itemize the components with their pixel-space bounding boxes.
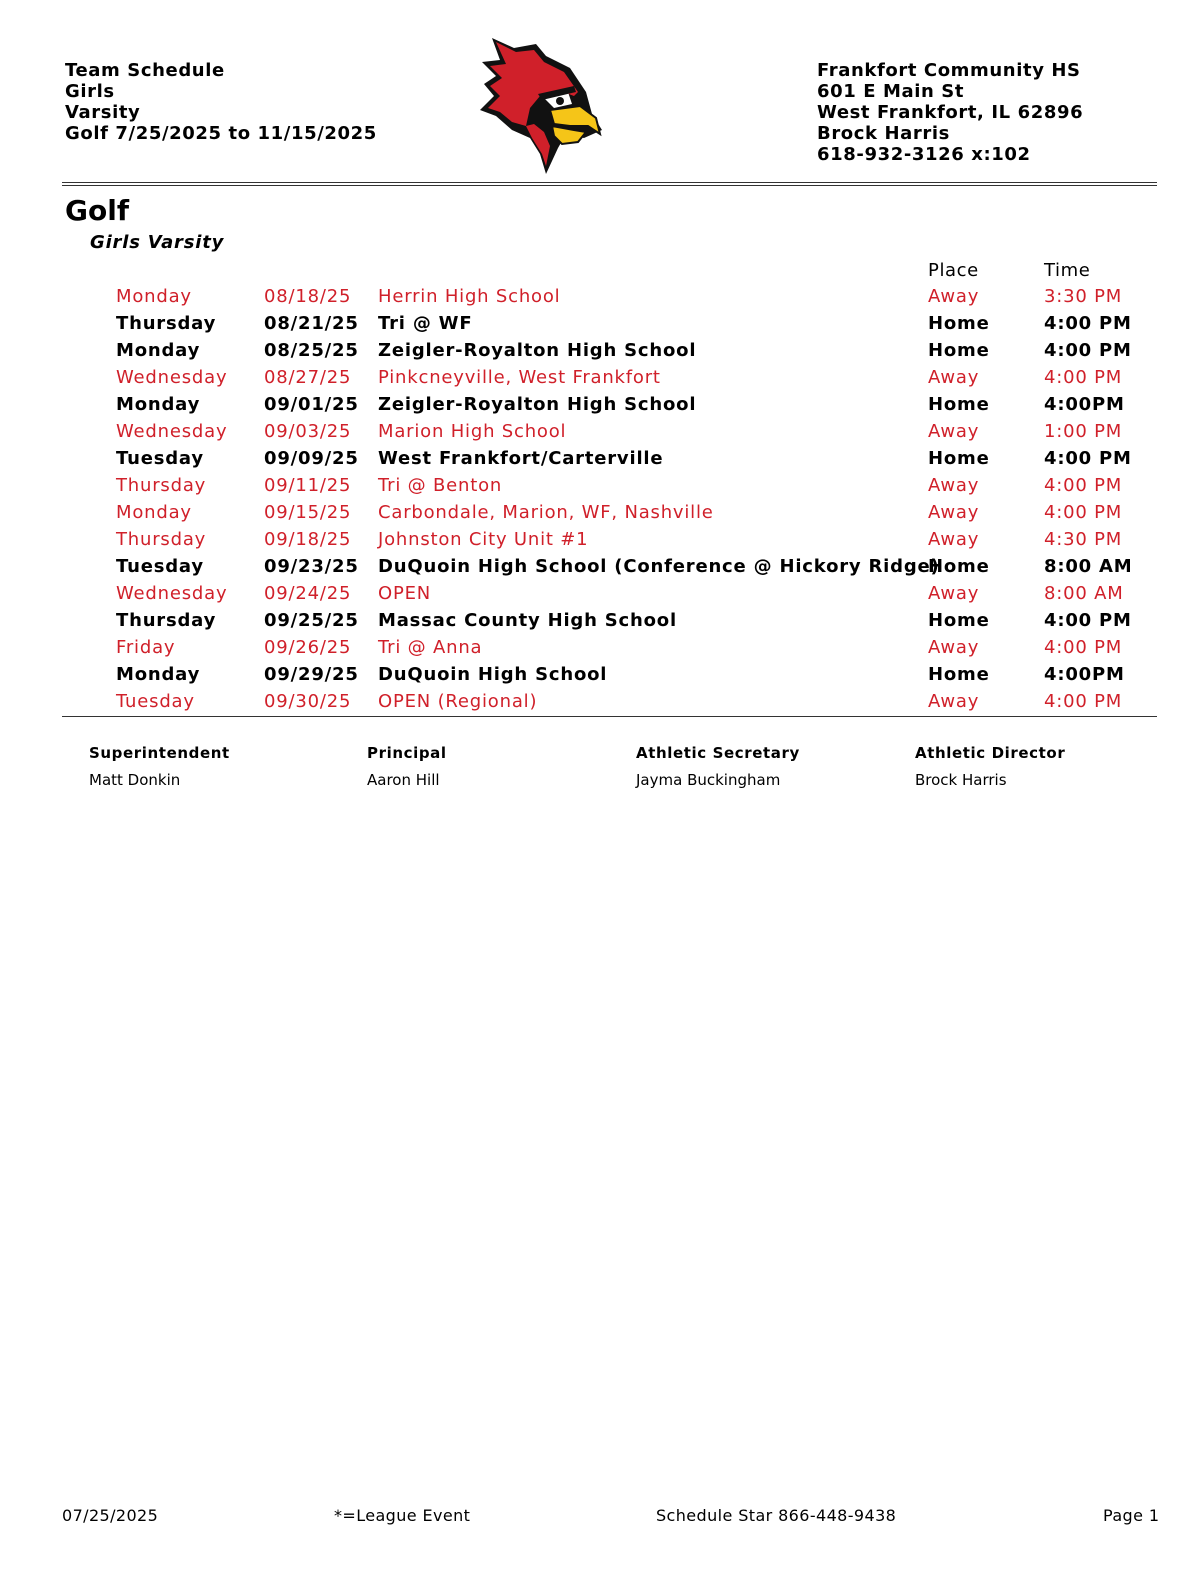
game-opponent: West Frankfort/Carterville: [378, 448, 664, 469]
table-row: [0, 284, 1200, 311]
game-day: Friday: [116, 637, 176, 658]
game-place: Away: [928, 475, 980, 496]
game-day: Thursday: [116, 529, 207, 550]
table-row: [0, 581, 1200, 608]
staff-role: Athletic Director: [915, 744, 1066, 762]
game-day: Monday: [116, 286, 192, 307]
game-day: Wednesday: [116, 583, 228, 604]
schedule-table: [0, 284, 1200, 716]
game-date: 09/03/25: [264, 421, 352, 442]
game-date: 09/15/25: [264, 502, 352, 523]
table-row: [0, 500, 1200, 527]
game-opponent: Tri @ Anna: [378, 637, 483, 658]
game-day: Tuesday: [116, 556, 204, 577]
footer-print-date: 07/25/2025: [62, 1506, 159, 1525]
header-school-schedule-info: [65, 60, 377, 144]
game-time: 4:00 PM: [1044, 637, 1123, 658]
game-date: 08/21/25: [264, 313, 359, 334]
game-date: 09/24/25: [264, 583, 352, 604]
header-left-line: Team Schedule: [65, 60, 225, 81]
game-place: Home: [928, 610, 990, 631]
game-date: 09/26/25: [264, 637, 352, 658]
table-row: [0, 689, 1200, 716]
game-time: 4:00 PM: [1044, 367, 1123, 388]
game-opponent: Zeigler-Royalton High School: [378, 340, 697, 361]
staff-athletic-director: [915, 744, 1065, 789]
game-time: 4:00 PM: [1044, 502, 1123, 523]
game-day: Thursday: [116, 475, 207, 496]
footer-league-note: *=League Event: [334, 1506, 471, 1525]
footer-vendor: Schedule Star 866-448-9438: [656, 1506, 897, 1525]
game-date: 08/25/25: [264, 340, 359, 361]
staff-name: Matt Donkin: [89, 771, 181, 789]
header-left-line: Golf 7/25/2025 to 11/15/2025: [65, 123, 377, 144]
table-row: [0, 392, 1200, 419]
game-day: Wednesday: [116, 367, 228, 388]
game-date: 09/23/25: [264, 556, 359, 577]
header-divider: [62, 182, 1157, 186]
game-date: 09/30/25: [264, 691, 352, 712]
table-row: [0, 365, 1200, 392]
game-opponent: Marion High School: [378, 421, 567, 442]
game-time: 4:00 PM: [1044, 475, 1123, 496]
game-day: Monday: [116, 394, 201, 415]
game-day: Thursday: [116, 313, 217, 334]
game-opponent: OPEN (Regional): [378, 691, 538, 712]
game-place: Home: [928, 556, 990, 577]
sport-title: Golf: [65, 194, 129, 227]
game-day: Monday: [116, 502, 192, 523]
game-date: 08/18/25: [264, 286, 352, 307]
game-place: Away: [928, 286, 980, 307]
game-time: 4:00 PM: [1044, 448, 1132, 469]
table-row: [0, 419, 1200, 446]
game-time: 4:00 PM: [1044, 313, 1132, 334]
school-name: Frankfort Community HS: [817, 60, 1081, 81]
staff-name: Aaron Hill: [367, 771, 440, 789]
contact-name: Brock Harris: [817, 123, 950, 144]
staff-role: Principal: [367, 744, 447, 762]
game-time: 8:00 AM: [1044, 583, 1124, 604]
staff-principal: [367, 744, 447, 789]
game-place: Home: [928, 340, 990, 361]
game-opponent: DuQuoin High School (Conference @ Hickory Ridge): [378, 556, 940, 577]
game-day: Thursday: [116, 610, 217, 631]
game-place: Home: [928, 448, 990, 469]
staff-name: Jayma Buckingham: [636, 771, 781, 789]
table-row: [0, 338, 1200, 365]
staff-role: Athletic Secretary: [636, 744, 800, 762]
game-date: 09/25/25: [264, 610, 359, 631]
game-place: Away: [928, 691, 980, 712]
game-opponent: Massac County High School: [378, 610, 677, 631]
column-header-place: Place: [928, 260, 979, 281]
game-time: 4:30 PM: [1044, 529, 1123, 550]
game-place: Away: [928, 583, 980, 604]
game-place: Away: [928, 502, 980, 523]
staff-athletic-secretary: [636, 744, 800, 789]
game-time: 4:00 PM: [1044, 691, 1123, 712]
table-row: [0, 662, 1200, 689]
game-opponent: Zeigler-Royalton High School: [378, 394, 697, 415]
staff-name: Brock Harris: [915, 771, 1007, 789]
table-row: [0, 473, 1200, 500]
table-row: [0, 635, 1200, 662]
game-place: Away: [928, 529, 980, 550]
game-day: Tuesday: [116, 448, 204, 469]
staff-superintendent: [89, 744, 230, 789]
school-city: West Frankfort, IL 62896: [817, 102, 1084, 123]
header-school-contact: [817, 60, 1083, 165]
game-time: 4:00PM: [1044, 394, 1125, 415]
game-place: Home: [928, 664, 990, 685]
game-date: 09/29/25: [264, 664, 359, 685]
game-opponent: Herrin High School: [378, 286, 561, 307]
staff-role: Superintendent: [89, 744, 230, 762]
game-time: 1:00 PM: [1044, 421, 1123, 442]
game-opponent: DuQuoin High School: [378, 664, 608, 685]
game-opponent: Tri @ Benton: [378, 475, 503, 496]
table-row: [0, 527, 1200, 554]
table-row: [0, 311, 1200, 338]
game-date: 08/27/25: [264, 367, 352, 388]
game-time: 4:00PM: [1044, 664, 1125, 685]
footer-page-number: Page 1: [1103, 1506, 1160, 1525]
game-date: 09/11/25: [264, 475, 352, 496]
header-left-line: Girls: [65, 81, 115, 102]
game-place: Away: [928, 637, 980, 658]
table-row: [0, 554, 1200, 581]
table-row: [0, 446, 1200, 473]
game-place: Away: [928, 367, 980, 388]
game-time: 3:30 PM: [1044, 286, 1123, 307]
team-subtitle: Girls Varsity: [90, 232, 225, 253]
game-opponent: Johnston City Unit #1: [378, 529, 589, 550]
game-day: Tuesday: [116, 691, 195, 712]
game-date: 09/01/25: [264, 394, 359, 415]
game-time: 4:00 PM: [1044, 340, 1132, 361]
game-date: 09/18/25: [264, 529, 352, 550]
game-opponent: OPEN: [378, 583, 432, 604]
table-row: [0, 608, 1200, 635]
game-day: Monday: [116, 340, 201, 361]
school-street: 601 E Main St: [817, 81, 965, 102]
game-place: Away: [928, 421, 980, 442]
redbird-mascot-icon: [474, 34, 608, 174]
column-header-time: Time: [1044, 260, 1091, 281]
game-time: 8:00 AM: [1044, 556, 1133, 577]
table-bottom-divider: [62, 716, 1157, 717]
game-opponent: Tri @ WF: [378, 313, 473, 334]
game-day: Monday: [116, 664, 201, 685]
game-date: 09/09/25: [264, 448, 359, 469]
game-day: Wednesday: [116, 421, 228, 442]
game-place: Home: [928, 313, 990, 334]
contact-phone: 618-932-3126 x:102: [817, 144, 1031, 165]
game-place: Home: [928, 394, 990, 415]
game-opponent: Carbondale, Marion, WF, Nashville: [378, 502, 714, 523]
game-opponent: Pinkcneyville, West Frankfort: [378, 367, 661, 388]
header-left-line: Varsity: [65, 102, 141, 123]
game-time: 4:00 PM: [1044, 610, 1132, 631]
